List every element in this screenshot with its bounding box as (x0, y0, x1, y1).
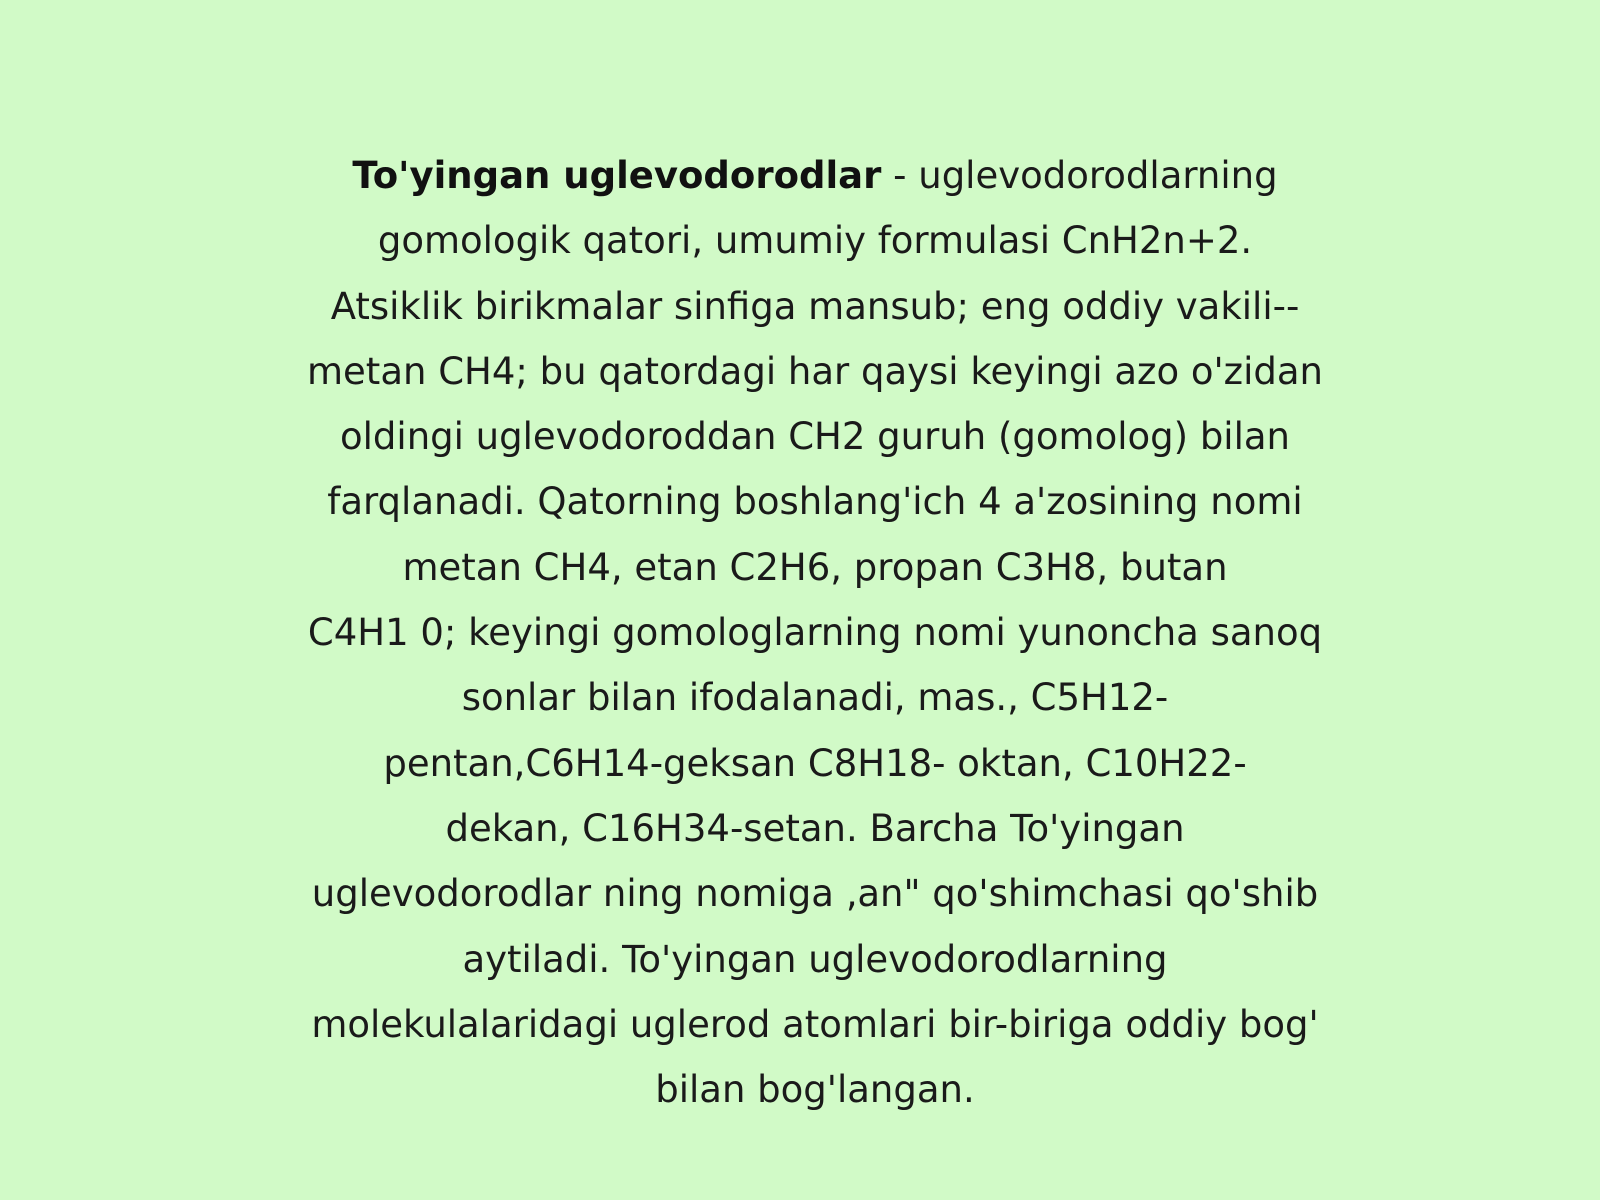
text-line-3: Atsiklik birikmalar sinfiga mansub; eng oddiy vakili-- (330, 284, 1300, 328)
text-line-1-rest: - uglevodorodlarning (881, 154, 1278, 197)
text-line-1 (290, 143, 1340, 208)
text-line-2: gomologik qatori, umumiy formulasi CnH2n+2. (377, 219, 1253, 263)
term-bold: To'yingan uglevodorodlar (352, 154, 882, 197)
text-line-4: metan CH4; bu qatordagi har qaysi keyingi azo o'zidan (307, 349, 1323, 393)
text-line-9: sonlar bilan ifodalanadi, mas., C5H12- (461, 676, 1169, 720)
text-line-15: bilan bog'langan. (655, 1068, 975, 1112)
text-line-7: metan CH4, etan C2H6, propan C3H8, butan (402, 545, 1228, 589)
text-line-6: farqlanadi. Qatorning boshlang'ich 4 a'zosining nomi (327, 480, 1303, 524)
text-line-8: C4H1 0; keyingi gomologlarning nomi yunoncha sanoq (307, 611, 1323, 655)
text-line-14: molekulalaridagi uglerod atomlari bir-biriga oddiy bog' (311, 1002, 1319, 1046)
text-line-11: dekan, C16H34-setan. Barcha To'yingan (445, 806, 1185, 850)
definition-paragraph (290, 143, 1340, 1122)
text-line-10: pentan,C6H14-geksan C8H18- oktan, C10H22- (383, 741, 1247, 785)
text-line-13: aytiladi. To'yingan uglevodorodlarning (462, 937, 1168, 981)
text-line-5: oldingi uglevodoroddan CH2 guruh (gomolog) bilan (340, 415, 1290, 459)
text-line-12: uglevodorodlar ning nomiga ‚an" qo'shimchasi qo'shib (311, 872, 1319, 916)
